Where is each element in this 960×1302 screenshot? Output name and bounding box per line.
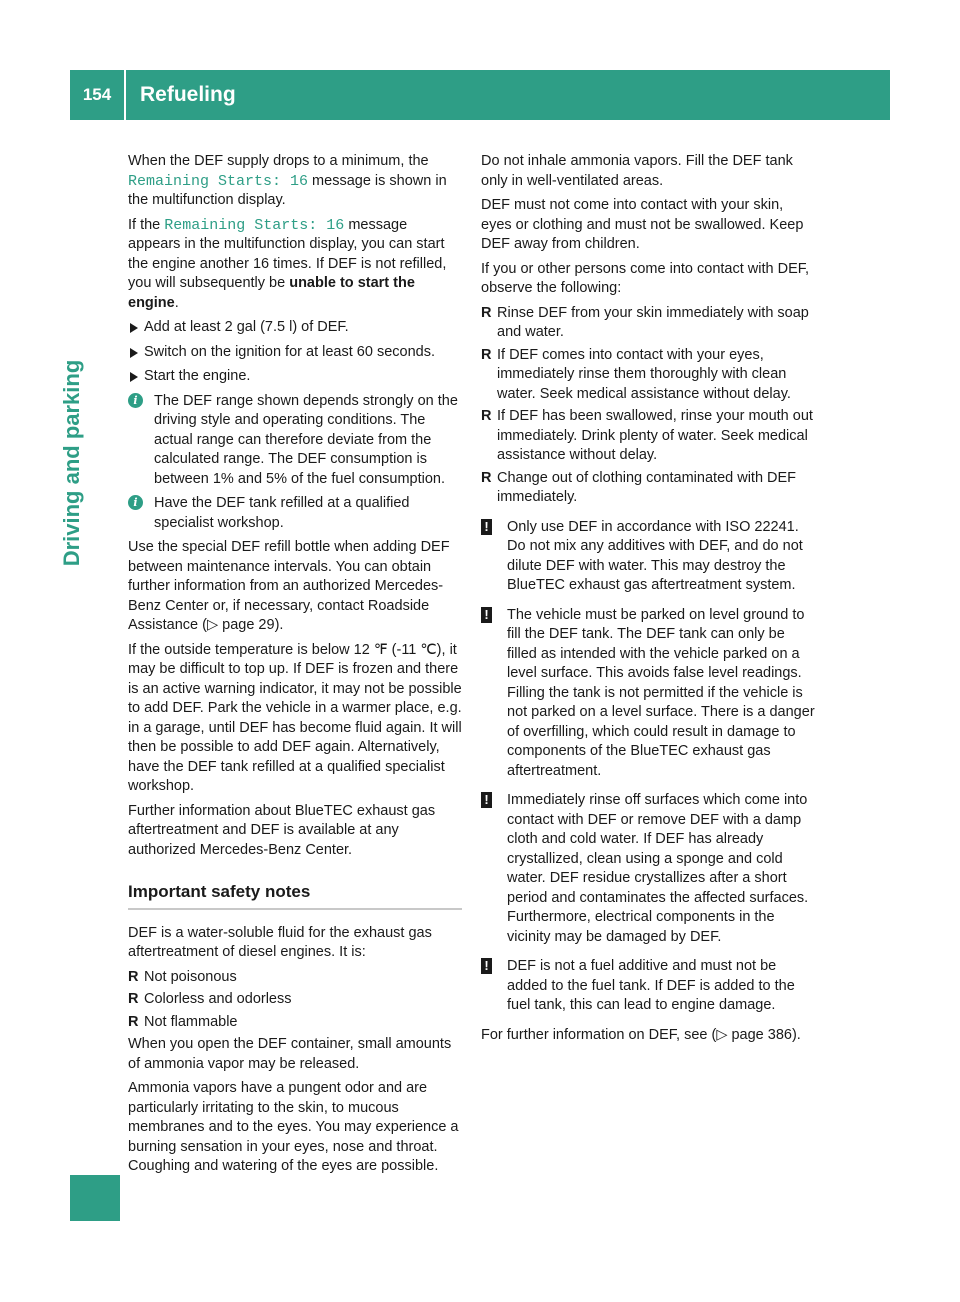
- warning-icon: !: [481, 958, 492, 974]
- list-item: R Rinse DEF from your skin immediately with soap and water.: [481, 304, 809, 340]
- display-message: Remaining Starts: 16: [128, 172, 309, 190]
- list-item: R If DEF comes into contact with your eyes, immediately rinse them thoroughly with clean water. Seek medical assistance without delay.: [481, 346, 791, 402]
- bullet-icon: R: [481, 469, 492, 486]
- info-note: i The DEF range shown depends strongly on the driving style and operating conditions. The actual range can therefore deviate from the calculated range. The DEF consumption is between 1% and 5% of the fuel consumption.: [128, 392, 462, 490]
- list-item: R Change out of clothing contaminated with DEF immediately.: [481, 469, 797, 505]
- info-icon: i: [128, 393, 143, 408]
- bullet-icon: R: [481, 408, 492, 424]
- paragraph: When you open the DEF container, small amounts of ammonia vapor may be released.: [128, 1036, 452, 1072]
- page-number: 154: [70, 70, 126, 120]
- info-note: i Have the DEF tank refilled at a qualified specialist workshop.: [128, 494, 462, 533]
- paragraph: Ammonia vapors have a pungent odor and are particularly irritating to the skin, to mucous membranes and to the eyes. You may experience a burning sensation in your eyes, nose and throat. Coughing and watering of the eyes are possible.: [128, 1080, 459, 1174]
- warning-note: ! The vehicle must be parked on level ground to fill the DEF tank. The DEF tank can only be filled as intended with the vehicle parked on a level surface. This avoids false level readings. Filling the tank is not permitted if the vehicle is not parked on a level surface. There is a danger of overfilling, which could result in damage to components of the BlueTEC exhaust gas aftertreatment.: [481, 606, 815, 782]
- paragraph: Use the special DEF refill bottle when adding DEF between maintenance intervals. You can obtain further information from an authorized Mercedes-Benz Center or, if necessary, contact Roadside Assistance (▷ page 29).: [128, 539, 450, 633]
- warning-note: ! Immediately rinse off surfaces which come into contact with DEF or remove DEF with a damp cloth and cold water. If DEF has already crystallized, clean using a sponge and cold water. DEF residue crystallizes after a short period and contaminates the affected surfaces. Furthermore, electrical components in the vicinity may be damaged by DEF.: [481, 791, 815, 947]
- warning-icon: !: [481, 519, 492, 535]
- right-column: [481, 152, 815, 1050]
- bullet-icon: R: [128, 991, 139, 1007]
- paragraph: If you or other persons come into contact with DEF, observe the following:: [481, 260, 810, 296]
- bullet-icon: R: [481, 346, 492, 363]
- bullet-icon: R: [128, 968, 139, 985]
- paragraph: Further information about BlueTEC exhaust gas aftertreatment and DEF is available at any authorized Mercedes-Benz Center.: [128, 802, 436, 858]
- step-item: Add at least 2 gal (7.5 l) of DEF.: [128, 318, 462, 338]
- list-item: R Colorless and odorless: [128, 990, 462, 1010]
- warning-icon: !: [481, 607, 492, 623]
- paragraph: For further information on DEF, see (▷ page 386).: [481, 1026, 801, 1043]
- paragraph: If the outside temperature is below 12 ℉ (-11 ℃), it may be difficult to top up. If DEF is frozen and there is an active warning indicator, it may not be possible to add DEF. Park the vehicle in a warmer place, e.g. in a garage, until DEF has become fluid again. It will then be possible to add DEF again. Alternatively, have the DEF tank refilled at a qualified specialist workshop.: [128, 641, 462, 794]
- warning-icon: !: [481, 792, 492, 808]
- step-item: Switch on the ignition for at least 60 seconds.: [128, 343, 462, 363]
- side-tab-marker: [70, 1175, 120, 1221]
- list-item: R Not poisonous: [128, 968, 462, 988]
- page-title: Refueling: [140, 83, 236, 106]
- warning-note: ! DEF is not a fuel additive and must not be added to the fuel tank. If DEF is added to the fuel tank, this can lead to engine damage.: [481, 957, 815, 1016]
- warning-note: ! Only use DEF in accordance with ISO 22241. Do not mix any additives with DEF, and do not dilute DEF with water. This may destroy the BlueTEC exhaust gas aftertreatment system.: [481, 518, 815, 596]
- list-item: R Not flammable: [128, 1013, 462, 1033]
- display-message: Remaining Starts: 16: [164, 216, 345, 234]
- paragraph: DEF must not come into contact with your skin, eyes or clothing and must not be swallowed. Keep DEF away from children.: [481, 197, 804, 252]
- info-icon: i: [128, 495, 143, 510]
- section-heading: Important safety notes: [128, 882, 462, 910]
- bullet-icon: R: [128, 1013, 139, 1030]
- paragraph: If the Remaining Starts: 16 message appears in the multifunction display, you can start the engine another 16 times. If DEF is not refilled, you will subsequently be unable to start the engine.: [128, 216, 447, 311]
- list-item: R If DEF has been swallowed, rinse your mouth out immediately. Drink plenty of water. Seek medical assistance without delay.: [481, 408, 813, 463]
- paragraph: DEF is a water-soluble fluid for the exhaust gas aftertreatment of diesel engines. It is:: [128, 924, 432, 960]
- paragraph: Do not inhale ammonia vapors. Fill the DEF tank only in well-ventilated areas.: [481, 153, 793, 189]
- step-item: Start the engine.: [128, 367, 462, 387]
- paragraph: When the DEF supply drops to a minimum, the Remaining Starts: 16 message is shown in the multifunction display.: [128, 153, 447, 208]
- side-tab-label: Driving and parking: [59, 359, 84, 567]
- bullet-icon: R: [481, 304, 492, 321]
- left-column: [128, 152, 462, 1182]
